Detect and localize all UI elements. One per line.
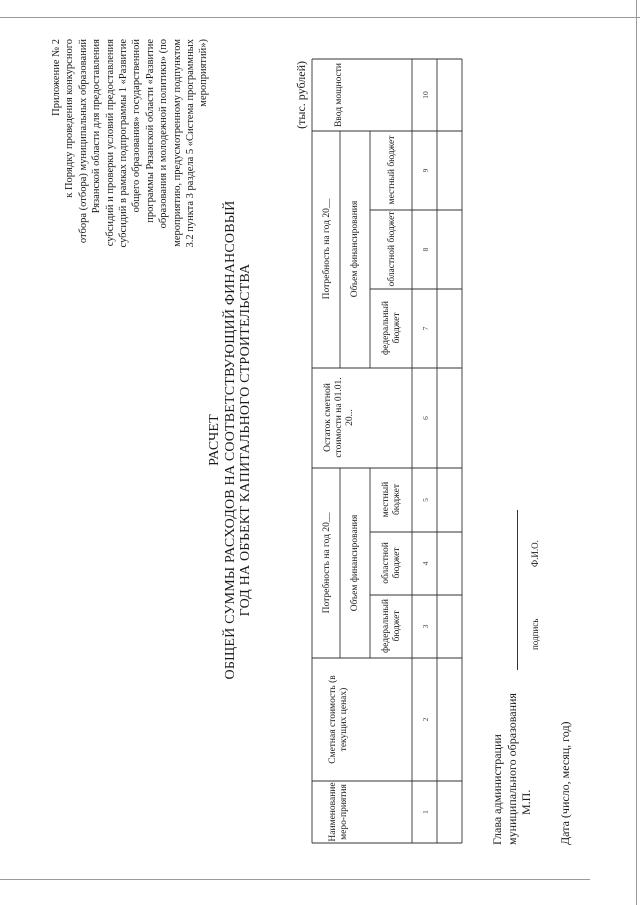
signature-line bbox=[517, 510, 518, 670]
appendix-line: мероприятию, предусмотренному подпунктом bbox=[171, 39, 183, 247]
header-capacity: Ввод мощности bbox=[333, 62, 344, 128]
header-federal-1: федеральный бюджет bbox=[381, 599, 402, 653]
units-label: (тыс. рублей) bbox=[294, 61, 308, 129]
title-line: РАСЧЕТ bbox=[207, 414, 222, 466]
signature-caption: подпись bbox=[530, 618, 540, 650]
column-number: 2 bbox=[420, 717, 430, 722]
column-number: 10 bbox=[420, 91, 430, 99]
header-federal-2: федеральный бюджет bbox=[381, 301, 402, 355]
appendix-line: мероприятий») bbox=[198, 39, 210, 107]
head-line-1: Глава администрации bbox=[490, 734, 504, 845]
header-need-year-2: Потребность на год 20__ bbox=[321, 198, 332, 300]
header-regional-1: областной бюджет bbox=[381, 542, 402, 584]
column-number: 8 bbox=[420, 247, 430, 252]
appendix-line: Рязанской области для предоставления bbox=[91, 39, 103, 214]
appendix-line: 3.2 пункта 3 раздела 5 «Система программных bbox=[185, 39, 197, 248]
appendix-line: Приложение № 2 bbox=[51, 39, 62, 116]
appendix-line: общего образования» государственной bbox=[131, 39, 143, 213]
column-number: 3 bbox=[420, 624, 430, 629]
header-funding-1: Объем финансирования bbox=[350, 514, 360, 612]
header-regional-2: областной бюджет bbox=[386, 211, 397, 287]
head-line-2: муниципального образования bbox=[504, 693, 519, 845]
column-number: 4 bbox=[420, 561, 430, 566]
stamp-label: М.П. bbox=[519, 789, 533, 815]
header-funding-2: Объем финансирования bbox=[350, 200, 360, 298]
header-cost: Сметная стоимость (в текущих ценах) bbox=[328, 675, 349, 764]
header-local-1: местный бюджет bbox=[381, 481, 402, 518]
appendix-line: программы Рязанской области «Развитие bbox=[144, 39, 156, 223]
appendix-line: образования и молодежной политики» (по bbox=[158, 39, 170, 229]
header-need-year-1: Потребность на год 20__ bbox=[321, 512, 332, 614]
header-name: Наименование меро-приятия bbox=[328, 782, 349, 842]
head-of-administration-label bbox=[490, 605, 519, 845]
column-number: 6 bbox=[420, 416, 430, 420]
header-local-2: местный бюджет bbox=[386, 135, 397, 205]
column-number: 1 bbox=[420, 810, 430, 814]
title-line: ОБЩЕЙ СУММЫ РАСХОДОВ НА СООТВЕТСТВУЮЩИЙ ФИНАНСОВЫЙ bbox=[222, 200, 238, 680]
name-caption: Ф.И.О. bbox=[530, 540, 540, 567]
date-label: Дата (число, месяц, год) bbox=[558, 721, 572, 845]
column-number: 7 bbox=[420, 326, 430, 331]
appendix-line: отбора (отбора) муниципальных образований bbox=[77, 39, 89, 244]
title-line: ГОД НА ОБЪЕКТ КАПИТАЛЬНОГО СТРОИТЕЛЬСТВА bbox=[238, 263, 253, 617]
column-number: 9 bbox=[420, 168, 430, 173]
column-number: 5 bbox=[420, 498, 430, 502]
appendix-line: субсидий в рамках подпрограммы 1 «Развитие bbox=[118, 39, 130, 248]
appendix-line: к Порядку проведения конкурсного bbox=[64, 39, 76, 198]
appendix-line: субсидий и проверки условий предоставления bbox=[104, 39, 116, 247]
header-remainder: Остаток сметной стоимости на 01.01. 20... bbox=[322, 377, 355, 458]
